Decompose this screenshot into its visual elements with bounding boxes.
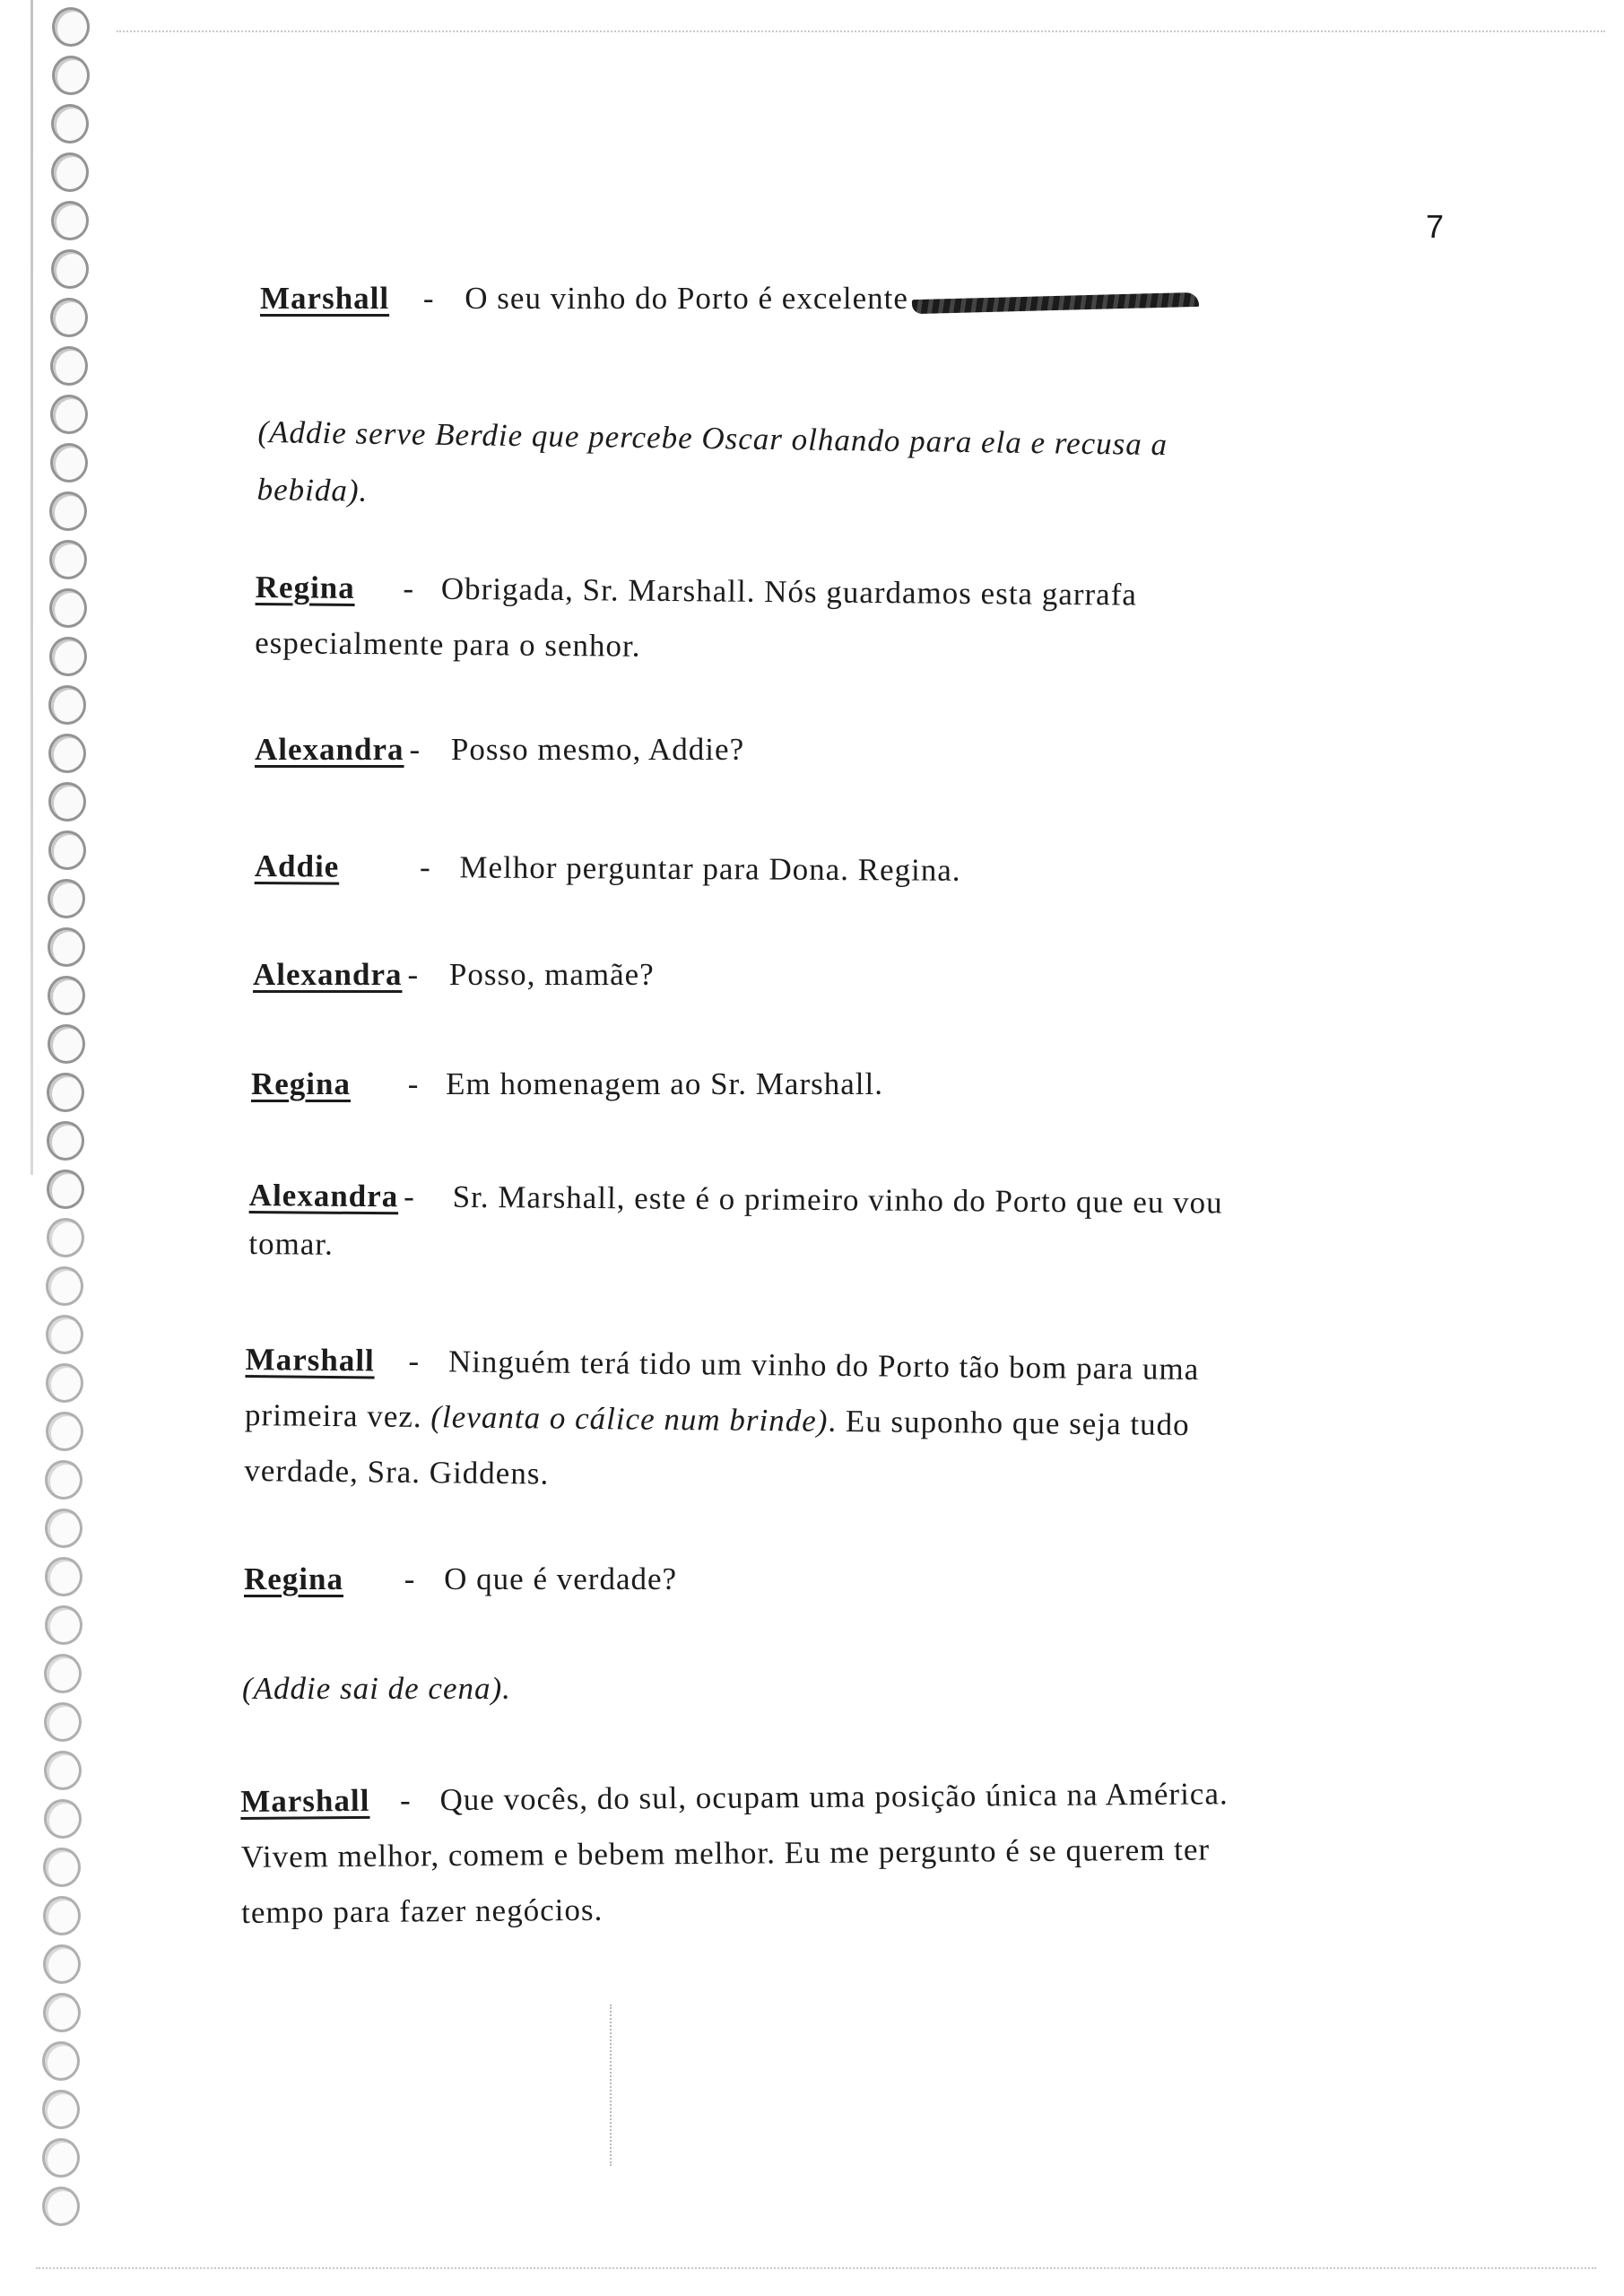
speaker-separator: -: [419, 849, 431, 885]
dialogue-text: tempo para fazer negócios.: [241, 1892, 604, 1930]
stage-direction-2: [242, 1661, 511, 1717]
speaker-separator: -: [404, 1561, 416, 1596]
dialogue-text: primeira vez.: [244, 1396, 431, 1435]
binder-hole: [48, 685, 86, 725]
dialogue-text: Posso mesmo, Addie?: [450, 732, 745, 767]
dialogue-line-marshall-3: [240, 1766, 1229, 1941]
stage-direction-1: [256, 404, 1168, 531]
speaker-name: Regina: [244, 1561, 343, 1596]
binder-hole: [47, 1121, 84, 1161]
binder-hole: [48, 782, 86, 822]
binder-hole: [46, 1363, 83, 1403]
dialogue-text: Posso, mamãe?: [448, 957, 655, 992]
dialogue-text: verdade, Sra. Giddens.: [244, 1452, 550, 1492]
dialogue-text: . Eu suponho que seja tudo: [828, 1403, 1190, 1443]
binder-hole: [42, 2041, 80, 2081]
binder-margin-line: [30, 0, 33, 1175]
speaker-separator: -: [408, 1343, 421, 1379]
speaker-name: Marshall: [240, 1782, 370, 1819]
speaker-separator: -: [399, 1782, 412, 1818]
binder-hole: [49, 491, 87, 531]
binder-hole: [46, 1412, 83, 1451]
binder-hole: [48, 927, 85, 967]
binder-hole: [51, 104, 89, 144]
page-number: 7: [1426, 208, 1445, 245]
dialogue-text: tomar.: [248, 1225, 334, 1262]
binder-hole: [43, 1993, 81, 2032]
top-dotted-rule: [117, 30, 1605, 32]
speaker-name: Regina: [251, 1066, 351, 1101]
binder-hole: [46, 1266, 83, 1306]
binder-hole: [52, 56, 90, 95]
binder-hole: [42, 2090, 80, 2129]
stage-direction-text: (Addie serve Berdie que percebe Oscar olhando para ela e recusa a: [257, 413, 1168, 463]
speaker-name: Marshall: [260, 281, 390, 316]
dialogue-text: Em homenagem ao Sr. Marshall.: [446, 1066, 883, 1101]
speaker-name: Marshall: [245, 1341, 375, 1378]
binder-hole: [49, 637, 87, 676]
stage-direction-text: bebida).: [256, 471, 369, 509]
redaction-scribble: [912, 292, 1199, 314]
speaker-separator: -: [404, 1178, 416, 1214]
dialogue-line-regina-2: [251, 1057, 883, 1112]
dialogue-text: O seu vinho do Porto é excelente: [465, 281, 908, 316]
scan-specks: [610, 2005, 630, 2166]
binder-hole: [50, 298, 88, 337]
speaker-name: Alexandra: [253, 957, 403, 992]
speaker-name: Regina: [255, 569, 355, 605]
dialogue-text: Vivem melhor, comem e bebem melhor. Eu me pergunto é se querem ter: [240, 1831, 1211, 1874]
binder-hole: [46, 1315, 83, 1354]
binder-hole: [44, 1702, 82, 1742]
dialogue-line-addie-1: [255, 839, 961, 899]
binder-hole: [42, 2138, 80, 2178]
dialogue-line-marshall-1: [260, 271, 1199, 326]
dialogue-line-alexandra-1: [255, 722, 744, 778]
binder-holes: [18, 0, 117, 2296]
binder-hole: [48, 976, 85, 1015]
binder-hole: [45, 1605, 83, 1645]
binder-hole: [45, 1460, 83, 1500]
dialogue-text: Obrigada, Sr. Marshall. Nós guardamos esta garrafa: [440, 570, 1138, 613]
binder-hole: [49, 540, 87, 579]
binder-hole: [47, 1218, 84, 1257]
dialogue-line-alexandra-2: [253, 947, 655, 1003]
binder-hole: [45, 1509, 83, 1548]
binder-hole: [50, 443, 88, 483]
binder-hole: [42, 2187, 80, 2226]
speaker-separator: -: [407, 1066, 420, 1101]
bottom-dotted-rule: [36, 2267, 1596, 2269]
inline-stage-direction: (levanta o cálice num brinde): [430, 1399, 829, 1439]
dialogue-line-regina-1: [255, 560, 1137, 679]
binder-hole: [49, 588, 87, 628]
dialogue-line-alexandra-3: [248, 1168, 1223, 1280]
binder-hole: [48, 1024, 85, 1064]
binder-hole: [51, 152, 89, 192]
dialogue-line-marshall-2: [244, 1332, 1200, 1509]
binder-hole: [50, 395, 88, 434]
binder-hole: [43, 1944, 81, 1984]
binder-hole: [48, 734, 86, 773]
binder-hole: [44, 1751, 82, 1790]
binder-hole: [50, 346, 88, 386]
speaker-separator: -: [422, 281, 435, 316]
binder-hole: [45, 1557, 83, 1596]
dialogue-text: especialmente para o senhor.: [255, 624, 641, 664]
speaker-separator: -: [403, 570, 415, 606]
dialogue-text: O que é verdade?: [444, 1561, 678, 1596]
stage-direction-text: (Addie sai de cena).: [242, 1671, 511, 1706]
binder-hole: [51, 201, 89, 240]
binder-hole: [52, 7, 90, 47]
binder-hole: [48, 879, 85, 918]
dialogue-text: Que vocês, do sul, ocupam uma posição única na América.: [439, 1776, 1229, 1818]
binder-hole: [44, 1654, 82, 1693]
binder-hole: [47, 1073, 84, 1112]
binder-hole: [51, 249, 89, 289]
speaker-name: Addie: [254, 848, 340, 884]
speaker-separator: -: [409, 732, 421, 767]
binder-hole: [43, 1896, 81, 1935]
speaker-name: Alexandra: [248, 1177, 399, 1214]
binder-hole: [47, 1170, 84, 1209]
dialogue-text: Melhor perguntar para Dona. Regina.: [459, 849, 961, 888]
dialogue-line-regina-3: [244, 1552, 677, 1607]
binder-hole: [44, 1799, 82, 1839]
binder-hole: [43, 1848, 81, 1887]
speaker-name: Alexandra: [255, 732, 404, 767]
binder-hole: [48, 831, 86, 870]
dialogue-text: Sr. Marshall, este é o primeiro vinho do Porto que eu vou: [452, 1178, 1223, 1221]
dialogue-text: Ninguém terá tido um vinho do Porto tão bom para uma: [447, 1344, 1200, 1387]
speaker-separator: -: [407, 957, 420, 992]
